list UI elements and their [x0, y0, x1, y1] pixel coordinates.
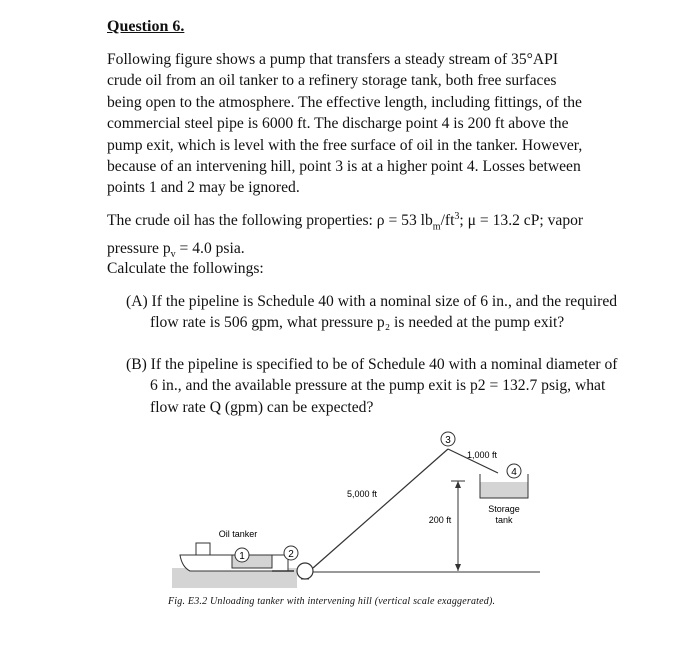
pipeline-diagram	[160, 425, 550, 625]
tanker-cabin	[196, 543, 210, 555]
label-oil-tanker: Oil tanker	[218, 529, 258, 539]
properties-rest: ; μ = 13.2 cP; vapor pressure p	[107, 212, 584, 257]
properties-pv-sub: v	[170, 248, 176, 260]
point-4-label: 4	[511, 467, 517, 478]
properties-end: = 4.0 psia.	[175, 239, 245, 257]
label-1000ft: 1,000 ft	[466, 450, 498, 460]
properties-paragraph	[107, 206, 593, 265]
properties-prefix: The crude oil has the following properties: ρ = 53 lb	[107, 212, 433, 230]
label-5000ft: 5,000 ft	[346, 489, 378, 499]
label-storage: Storage	[488, 504, 520, 514]
properties-unit-sup: 3	[454, 211, 460, 222]
properties-mid: /ft	[440, 212, 455, 230]
dimension-arrow-down	[455, 564, 461, 571]
figure-caption: Fig. E3.2 Unloading tanker with intervening hill (vertical scale exaggerated).	[168, 596, 496, 607]
rising-pipe	[313, 449, 448, 568]
dimension-arrow-up	[455, 481, 461, 488]
label-tank: tank	[495, 515, 513, 525]
point-1-label: 1	[239, 551, 245, 562]
properties-unit-sub: m	[432, 221, 441, 233]
part-a: (A) If the pipeline is Schedule 40 with a nominal size of 6 in., and the required flow rate is 506 gpm, what pressure p₂ is needed at the pump exit?	[126, 293, 618, 332]
intro-paragraph: Following figure shows a pump that transfers a steady stream of 35°API crude oil from an oil tanker to a refinery storage tank, both free surfaces being open to the atmosphere. The effective length, including fittings, of the commercial steel pipe is 6000 ft. The discharge point 4 is 200 ft above the pump exit, which is level with the free surface of oil in the tanker. However, because of an intervening hill, point 3 is at a higher point 4. Losses between points 1 and 2 may be ignored.	[107, 51, 583, 197]
question-title: Question 6.	[107, 18, 185, 35]
storage-tank-oil	[480, 482, 528, 498]
calculate-heading: Calculate the followings:	[107, 260, 264, 277]
point-2-label: 2	[288, 549, 294, 560]
part-b: (B) If the pipeline is specified to be of Schedule 40 with a nominal diameter of 6 in., and the available pressure at the pump exit is p2 = 132.7 psig, what flow rate Q (gpm) can be expected?	[126, 356, 618, 416]
point-3-label: 3	[445, 435, 451, 446]
label-200ft: 200 ft	[428, 515, 452, 525]
pump-icon	[297, 563, 313, 579]
